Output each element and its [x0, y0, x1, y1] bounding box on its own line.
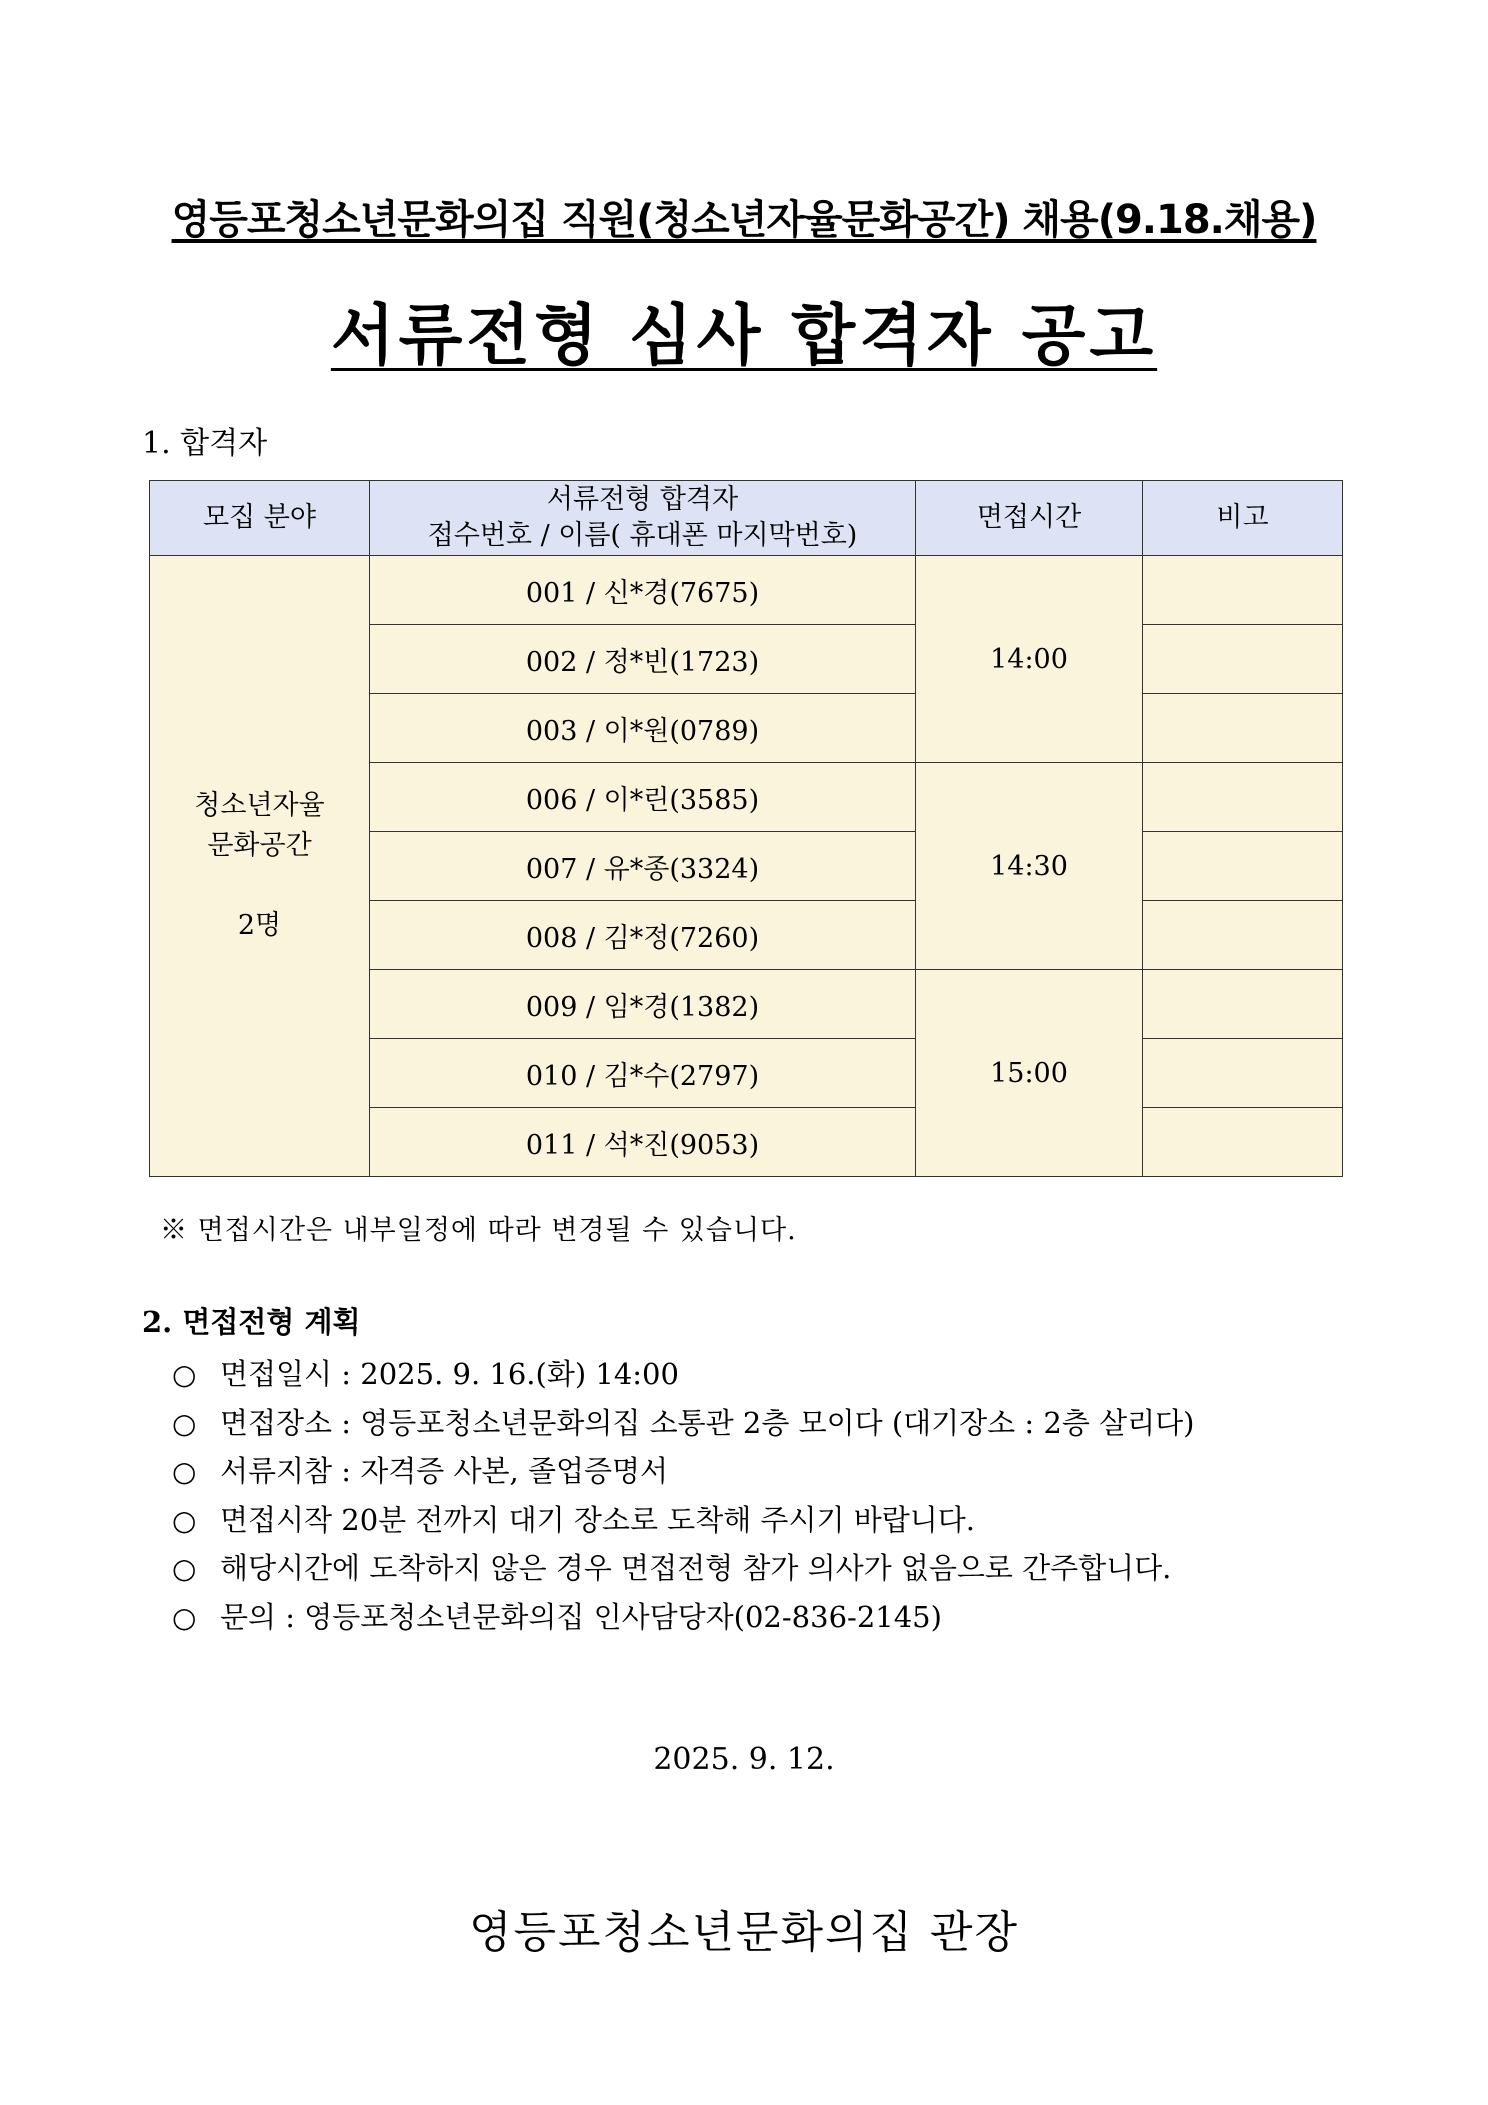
document-subtitle: 영등포청소년문화의집 직원(청소년자율문화공간) 채용(9.18.채용) [171, 197, 1317, 243]
section-heading-results: 1. 합격자 [142, 426, 268, 461]
remarks-cell [1143, 556, 1343, 625]
applicant-cell: 001 / 신*경(7675) [370, 556, 916, 625]
time-cell: 14:00 [916, 556, 1143, 763]
document-title: 서류전형 심사 합격자 공고 [330, 297, 1158, 374]
category-line1: 청소년자율 [194, 790, 325, 821]
category-cell [150, 556, 370, 1177]
table-row [150, 556, 1343, 625]
remarks-cell [1143, 1108, 1343, 1177]
remarks-cell [1143, 901, 1343, 970]
applicant-cell: 009 / 임*경(1382) [370, 970, 916, 1039]
section-heading-interview-plan: 2. 면접전형 계획 [142, 1305, 361, 1339]
header-applicant-line2: 접수번호 / 이름( 휴대폰 마지막번호) [427, 520, 858, 551]
applicant-cell: 006 / 이*린(3585) [370, 763, 916, 832]
applicant-cell: 010 / 김*수(2797) [370, 1039, 916, 1108]
time-cell: 14:30 [916, 763, 1143, 970]
list-item [172, 1496, 1194, 1545]
list-item [172, 1447, 1194, 1496]
applicant-cell: 002 / 정*빈(1723) [370, 625, 916, 694]
table-header-row [150, 481, 1343, 556]
interview-plan-list [172, 1350, 1194, 1641]
remarks-cell [1143, 763, 1343, 832]
circle-bullet-icon: ○ [172, 1503, 197, 1537]
time-cell: 15:00 [916, 970, 1143, 1177]
circle-bullet-icon: ○ [172, 1552, 197, 1585]
header-applicant [370, 481, 916, 556]
header-applicant-line1: 서류전형 합격자 [546, 484, 739, 515]
category-line2: 문화공간 [207, 830, 312, 861]
circle-bullet-icon: ○ [172, 1406, 197, 1440]
applicant-cell: 003 / 이*원(0789) [370, 694, 916, 763]
applicant-cell: 007 / 유*종(3324) [370, 832, 916, 901]
schedule-note: ※ 면접시간은 내부일정에 따라 변경될 수 있습니다. [160, 1215, 797, 1246]
circle-bullet-icon: ○ [172, 1358, 197, 1391]
header-category: 모집 분야 [150, 481, 370, 556]
remarks-cell [1143, 694, 1343, 763]
remarks-cell [1143, 1039, 1343, 1108]
circle-bullet-icon: ○ [172, 1455, 197, 1488]
remarks-cell [1143, 625, 1343, 694]
issuer-signature: 영등포청소년문화의집 관장 [468, 1907, 1020, 1958]
list-item [172, 1593, 1194, 1642]
applicant-cell: 011 / 석*진(9053) [370, 1108, 916, 1177]
applicant-cell: 008 / 김*정(7260) [370, 901, 916, 970]
header-remarks: 비고 [1143, 481, 1343, 556]
list-item [172, 1544, 1194, 1593]
remarks-cell [1143, 832, 1343, 901]
announcement-date: 2025. 9. 12. [653, 1742, 835, 1777]
list-item-text: 해당시간에 도착하지 않은 경우 면접전형 참가 의사가 없음으로 간주합니다. [220, 1551, 1172, 1585]
list-item-text: 면접장소 : 영등포청소년문화의집 소통관 2층 모이다 (대기장소 : 2층 살리다) [220, 1405, 1195, 1440]
list-item-text: 서류지참 : 자격증 사본, 졸업증명서 [220, 1454, 669, 1488]
circle-bullet-icon: ○ [172, 1600, 197, 1634]
header-time: 면접시간 [916, 481, 1143, 556]
list-item-text: 면접일시 : 2025. 9. 16.(화) 14:00 [220, 1357, 679, 1391]
category-count: 2명 [237, 910, 282, 941]
remarks-cell [1143, 970, 1343, 1039]
list-item [172, 1399, 1194, 1448]
list-item-text: 문의 : 영등포청소년문화의집 인사담당자(02-836-2145) [220, 1599, 942, 1634]
results-table [149, 480, 1343, 1177]
list-item-text: 면접시작 20분 전까지 대기 장소로 도착해 주시기 바랍니다. [220, 1502, 975, 1537]
list-item [172, 1350, 1194, 1399]
